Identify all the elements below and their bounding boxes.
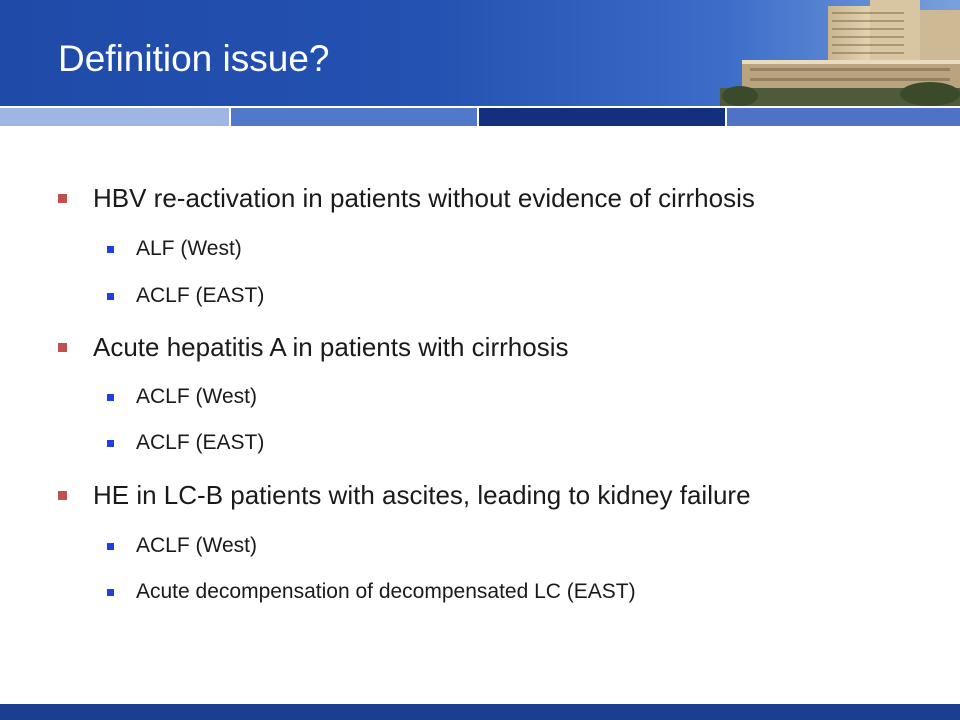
accent-stripe xyxy=(0,108,229,126)
square-bullet-icon xyxy=(107,440,114,447)
hospital-building-image xyxy=(720,0,960,108)
bullet-text: HE in LC-B patients with ascites, leading to kidney failure xyxy=(93,479,751,510)
accent-stripe xyxy=(479,108,725,126)
square-bullet-icon xyxy=(58,491,67,500)
bullet-text: HBV re-activation in patients without evidence of cirrhosis xyxy=(93,182,755,213)
square-bullet-icon xyxy=(107,543,114,550)
square-bullet-icon xyxy=(107,246,114,253)
sub-bullet-text: ACLF (West) xyxy=(136,385,257,408)
sub-bullet-text: ALF (West) xyxy=(136,237,242,260)
sub-bullet-item xyxy=(107,234,242,264)
sub-bullet-item xyxy=(107,577,636,607)
slide-title: Definition issue? xyxy=(58,38,330,79)
slide-header xyxy=(0,0,960,108)
accent-stripes xyxy=(0,108,960,126)
sub-bullet-text: ACLF (EAST) xyxy=(136,284,265,307)
accent-stripe xyxy=(231,108,477,126)
accent-stripe xyxy=(727,108,960,126)
square-bullet-icon xyxy=(58,343,67,352)
sub-bullet-text: Acute decompensation of decompensated LC (EAST) xyxy=(136,580,636,603)
square-bullet-icon xyxy=(107,589,114,596)
sub-bullet-item xyxy=(107,428,264,458)
bullet-item xyxy=(58,178,755,218)
footer-bar xyxy=(0,704,960,720)
square-bullet-icon xyxy=(58,194,67,203)
sub-bullet-text: ACLF (EAST) xyxy=(136,431,265,454)
square-bullet-icon xyxy=(107,394,114,401)
sub-bullet-text: ACLF (West) xyxy=(136,534,257,557)
sub-bullet-item xyxy=(107,382,257,412)
bullet-item xyxy=(58,475,751,515)
square-bullet-icon xyxy=(107,293,114,300)
sub-bullet-item xyxy=(107,281,264,311)
bullet-item xyxy=(58,327,568,367)
sub-bullet-item xyxy=(107,531,257,561)
bullet-text: Acute hepatitis A in patients with cirrhosis xyxy=(93,331,569,362)
